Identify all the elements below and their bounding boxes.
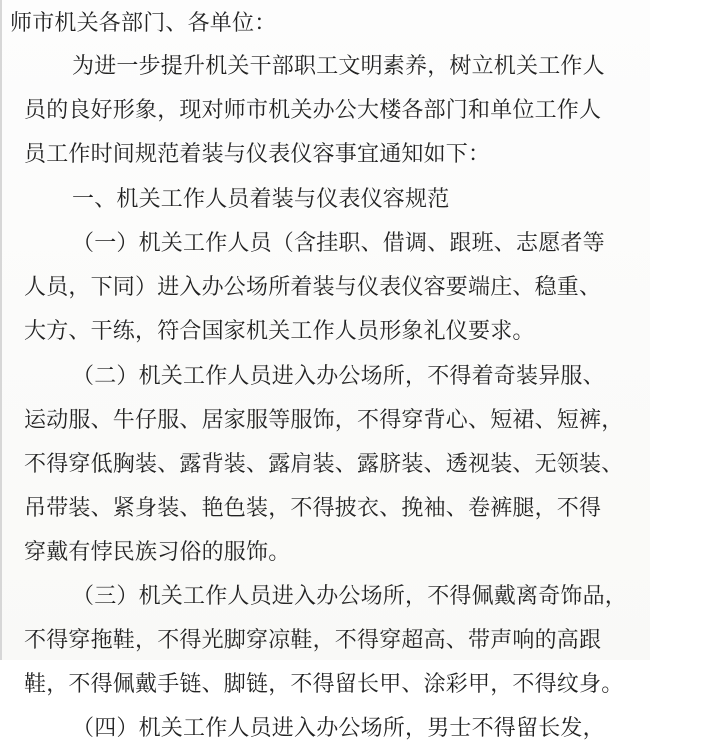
paragraph-2-line-2: 运动服、牛仔服、居家服等服饰，不得穿背心、短裙、短裤，: [24, 408, 624, 433]
paragraph-3-line-3: 鞋，不得佩戴手链、脚链，不得留长甲、涂彩甲，不得纹身。: [24, 672, 624, 697]
intro-line-2: 员的良好形象，现对师市机关办公大楼各部门和单位工作人: [24, 98, 602, 123]
intro-line-1: 为进一步提升机关干部职工文明素养，树立机关工作人: [72, 54, 605, 79]
paragraph-2-line-5: 穿戴有悖民族习俗的服饰。: [24, 540, 291, 565]
paragraph-2-line-3: 不得穿低胸装、露背装、露肩装、露脐装、透视装、无领装、: [24, 452, 624, 477]
paragraph-2-line-1: （二）机关工作人员进入办公场所，不得着奇装异服、: [72, 364, 605, 389]
intro-line-3: 员工作时间规范着装与仪表仪容事宜通知如下：: [24, 142, 491, 167]
section-title: 一、机关工作人员着装与仪表仪容规范: [72, 187, 450, 212]
paragraph-1-line-2: 人员，下同）进入办公场所着装与仪表仪容要端庄、稳重、: [24, 275, 602, 300]
paragraph-2-line-4: 吊带装、紧身装、艳色装，不得披衣、挽袖、卷裤腿，不得: [24, 496, 602, 521]
paragraph-1-line-3: 大方、干练，符合国家机关工作人员形象礼仪要求。: [24, 319, 535, 344]
paragraph-3-line-2: 不得穿拖鞋，不得光脚穿凉鞋，不得穿超高、带声响的高跟: [24, 628, 602, 653]
paragraph-3-line-1: （三）机关工作人员进入办公场所，不得佩戴离奇饰品，: [72, 584, 628, 609]
paragraph-4-line-1: （四）机关工作人员进入办公场所，男士不得留长发，: [72, 716, 605, 741]
salutation: 师市机关各部门、各单位：: [10, 11, 277, 36]
paragraph-1-line-1: （一）机关工作人员（含挂职、借调、跟班、志愿者等: [72, 231, 605, 256]
